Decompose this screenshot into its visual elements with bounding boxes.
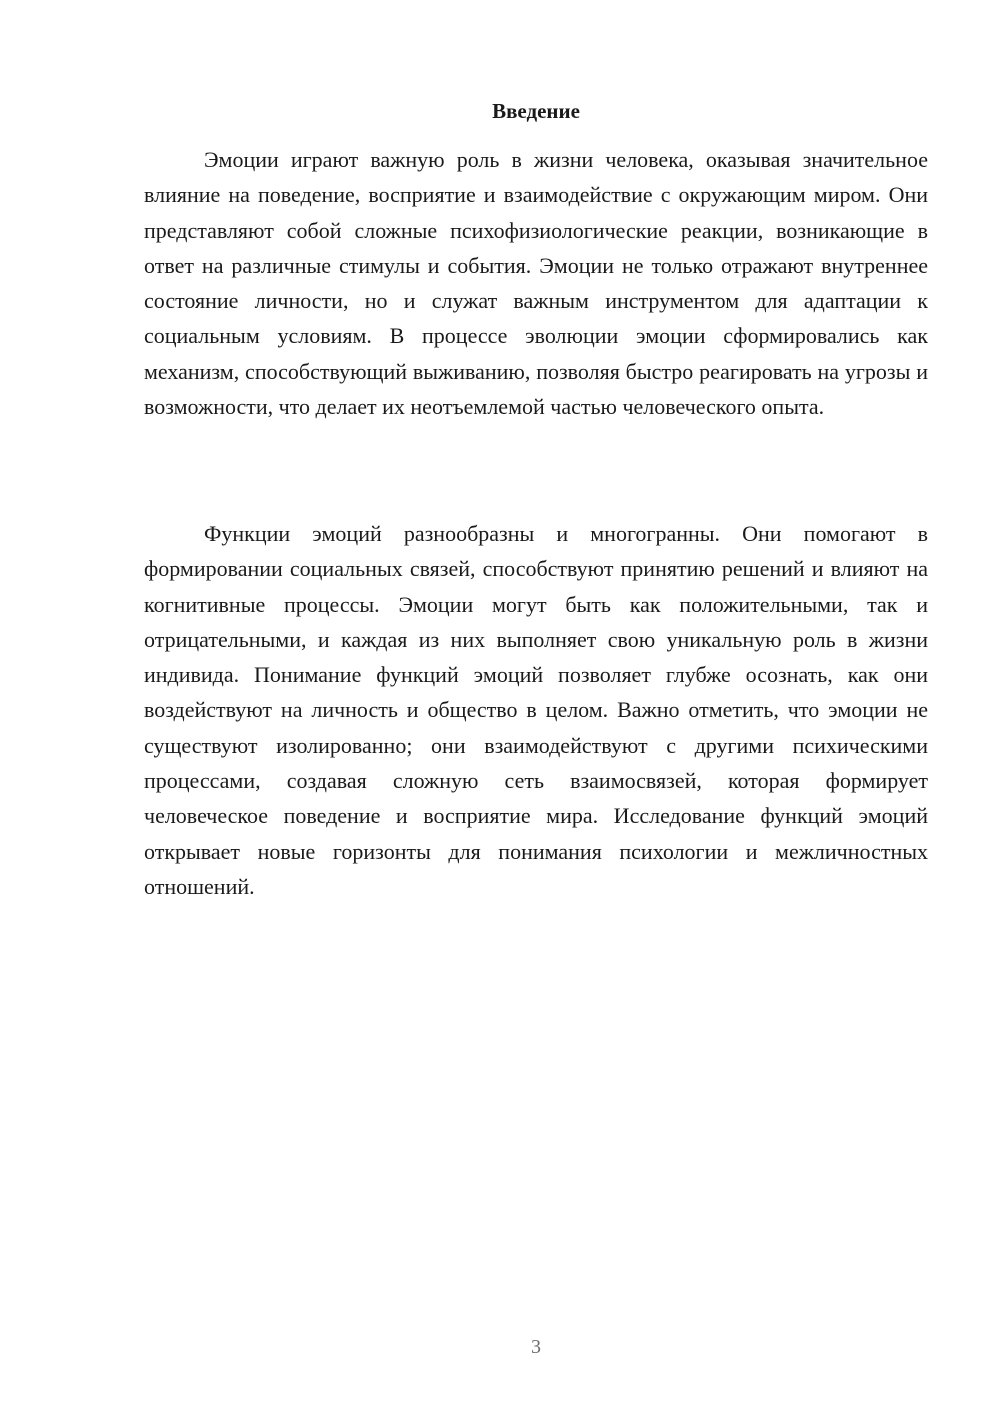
body-paragraph-2: Функции эмоций разнообразны и многогранны. Они помогают в формировании социальных связей, способствуют принятию решений и влияют на когнитивные процессы. Эмоции могут быть как положительными, так и отрицательными, и каждая из них выполняет свою уникальную роль в жизни индивида. Понимание функций эмоций позволяет глубже осознать, как они воздействуют на личность и общество в целом. Важно отметить, что эмоции не существуют изолированно; они взаимодействуют с другими психическими процессами, создавая сложную сеть взаимосвязей, которая формирует человеческое поведение и восприятие мира. Исследование функций эмоций открывает новые горизонты для понимания психологии и межличностных отношений.: [144, 521, 928, 899]
page-number: 3: [531, 1336, 541, 1358]
body-paragraph-1: Эмоции играют важную роль в жизни человека, оказывая значительное влияние на поведение, восприятие и взаимодействие с окружающим миром. Они представляют собой сложные психофизиологические реакции, возникающие в ответ на различные стимулы и события. Эмоции не только отражают внутреннее состояние личности, но и служат важным инструментом для адаптации к социальным условиям. В процессе эволюции эмоции сформировались как механизм, способствующий выживанию, позволяя быстро реагировать на угрозы и возможности, что делает их неотъемлемой частью человеческого опыта.: [144, 147, 928, 420]
section-heading: Введение: [492, 99, 580, 123]
